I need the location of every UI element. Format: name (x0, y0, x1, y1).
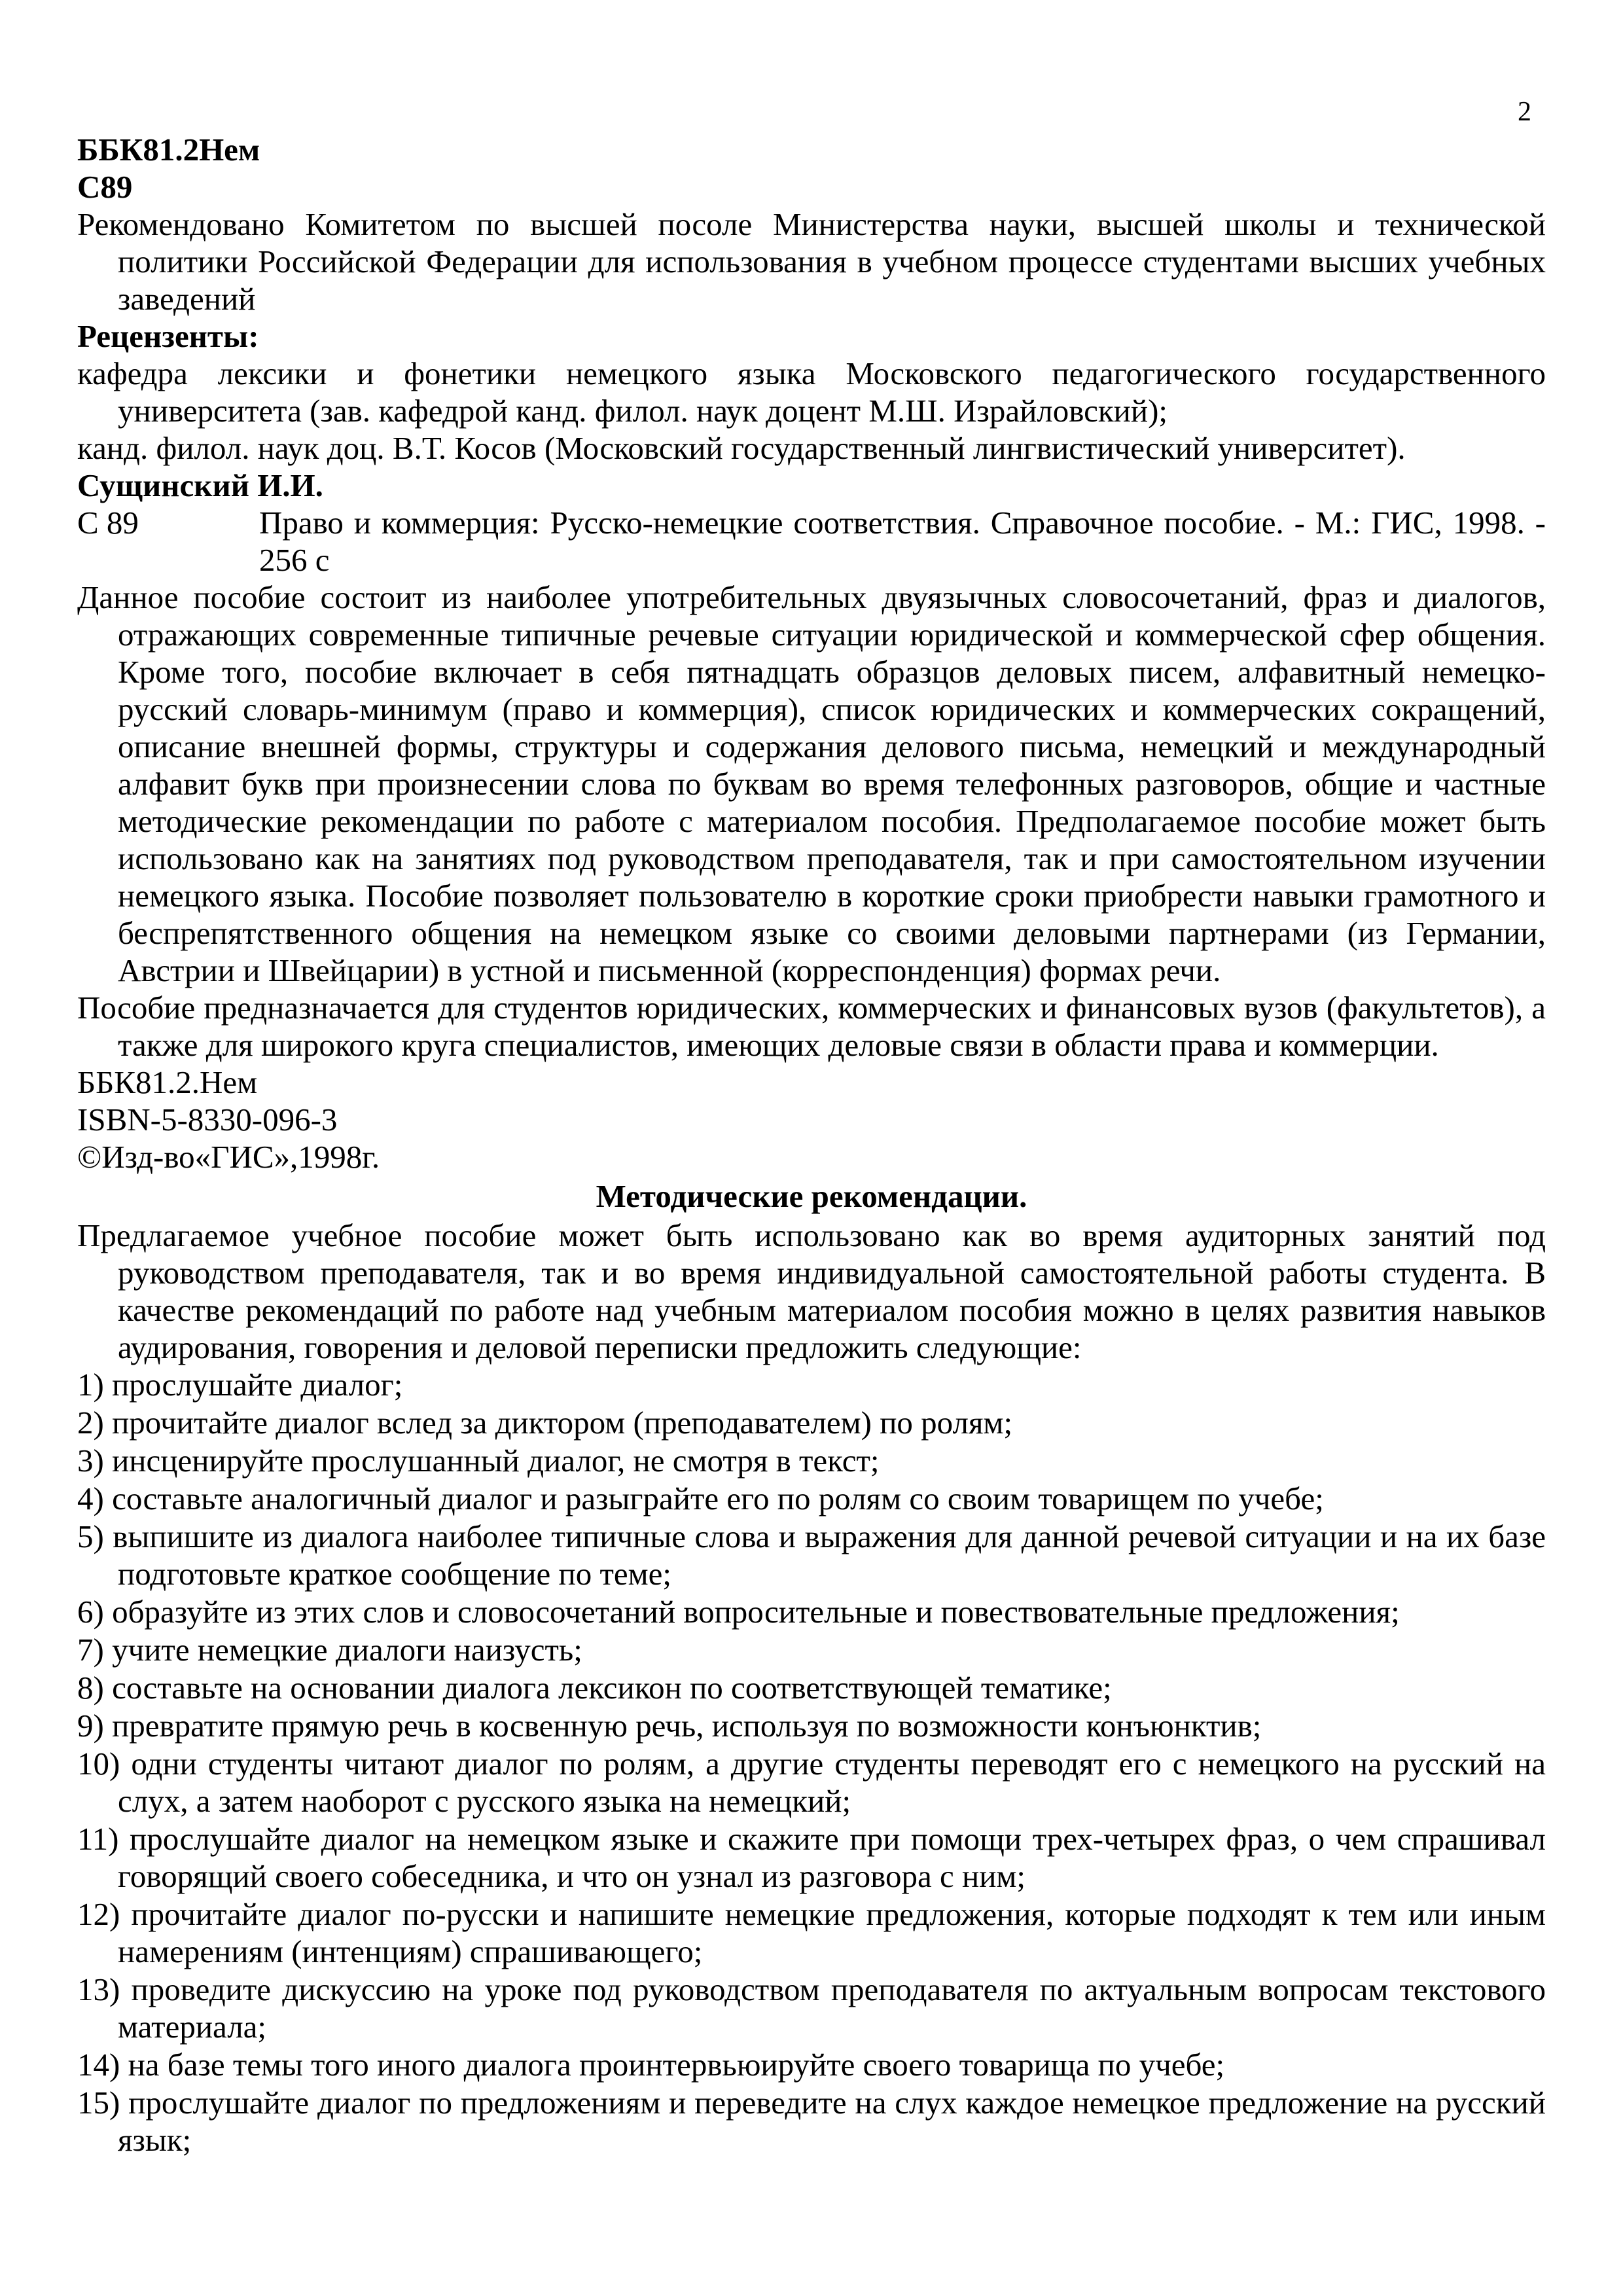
isbn: ISBN-5-8330-096-3 (77, 1102, 338, 1138)
page-number: 2 (1518, 97, 1531, 127)
reviewer-entry: кафедра лексики и фонетики немецкого языка Московского педагогического государственного университета (зав. кафедрой канд. филол. наук доцент М.Ш. Израйловский); (77, 355, 1546, 429)
list-item: 10) одни студенты читают диалог по ролям, а другие студенты переводят его с немецкого на русский на слух, а затем наоборот с русского языка на немецкий; (77, 1746, 1546, 1819)
bbk-footer: ББК81.2.Нем (77, 1064, 258, 1100)
copyright: ©Изд-во«ГИС»,1998г. (77, 1139, 380, 1175)
annotation-paragraph: Данное пособие состоит из наиболее употребительных двуязычных словосочетаний, фраз и диалогов, отражающих современные типичные речевые ситуации юридической и коммерческой сфер общения. Кроме того, пособие включает в себя пятнадцать образцов деловых писем, алфавитный немецко-русский словарь-минимум (право и коммерция), список юридических и коммерческих сокращений, описание внешней формы, структуры и содержания делового письма, немецкий и международный алфавит букв при произнесении слова по буквам во время телефонных разговоров, общие и частные методические рекомендации по работе с материалом пособия. Предполагаемое пособие может быть использовано как на занятиях под руководством преподавателя, так и при самостоятельном изучении немецкого языка. Пособие позволяет пользователю в короткие сроки приобрести навыки грамотного и беспрепятственного общения на немецком языке со своими деловыми партнерами (из Германии, Австрии и Швейцарии) в устной и письменной (корреспонденция) формах речи. (77, 579, 1546, 988)
recommendation-list (77, 1366, 1546, 2159)
list-item: 8) составьте на основании диалога лексикон по соответствующей тематике; (77, 1670, 1112, 1706)
list-item: 15) прослушайте диалог по предложениям и переведите на слух каждое немецкое предложение на русский язык; (77, 2085, 1546, 2158)
reviewers-heading: Рецензенты: (77, 318, 259, 354)
annotation-paragraph: Пособие предназначается для студентов юридических, коммерческих и финансовых вузов (факультетов), а также для широкого круга специалистов, имеющих деловые связи в области права и коммерции. (77, 990, 1546, 1063)
list-item: 5) выпишите из диалога наиболее типичные слова и выражения для данной речевой ситуации и на их базе подготовьте краткое сообщение по теме; (77, 1518, 1546, 1592)
list-item: 6) образуйте из этих слов и словосочетаний вопросительные и повествовательные предложения; (77, 1594, 1400, 1630)
reviewer-entry: канд. филол. наук доц. В.Т. Косов (Московский государственный лингвистический университет). (77, 430, 1406, 466)
list-item: 1) прослушайте диалог; (77, 1367, 403, 1403)
bbk-code: ББК81.2Нем (77, 132, 260, 168)
section-title: Методические рекомендации. (596, 1178, 1027, 1214)
list-item: 12) прочитайте диалог по-русски и напишите немецкие предложения, которые подходят к тем или иным намерениям (интенциям) спрашивающего; (77, 1896, 1546, 1969)
author-mark: С89 (77, 169, 133, 205)
page-content (77, 131, 1546, 2159)
list-item: 14) на базе темы того иного диалога проинтервьюируйте своего товарища по учебе; (77, 2047, 1225, 2083)
catalog-entry (77, 504, 1546, 579)
list-item: 2) прочитайте диалог вслед за диктором (преподавателем) по ролям; (77, 1405, 1013, 1441)
list-item: 11) прослушайте диалог на немецком языке и скажите при помощи трех-четырех фраз, о чем спрашивал говорящий своего собеседника, и что он узнал из разговора с ним; (77, 1821, 1546, 1894)
list-item: 3) инсценируйте прослушанный диалог, не смотря в текст; (77, 1443, 880, 1479)
list-item: 9) превратите прямую речь в косвенную речь, используя по возможности конъюнктив; (77, 1708, 1262, 1744)
catalog-text: Право и коммерция: Русско-немецкие соответствия. Справочное пособие. - М.: ГИС, 1998. - 256 с (259, 505, 1546, 578)
list-item: 13) проведите дискуссию на уроке под руководством преподавателя по актуальным вопросам текстового материала; (77, 1971, 1546, 2045)
recommendation-text: Рекомендовано Комитетом по высшей посоле Министерства науки, высшей школы и технической политики Российской Федерации для использования в учебном процессе студентами высших учебных заведений (77, 206, 1546, 317)
intro-paragraph: Предлагаемое учебное пособие может быть использовано как во время аудиторных занятий под руководством преподавателя, так и во время индивидуальной самостоятельной работы студента. В качестве рекомендаций по работе над учебным материалом пособия можно в целях развития навыков аудирования, говорения и деловой переписки предложить следующие: (77, 1217, 1546, 1365)
catalog-code: С 89 (77, 505, 139, 541)
list-item: 4) составьте аналогичный диалог и разыграйте его по ролям со своим товарищем по учебе; (77, 1480, 1324, 1516)
author-name: Сущинский И.И. (77, 467, 323, 503)
list-item: 7) учите немецкие диалоги наизусть; (77, 1632, 582, 1668)
